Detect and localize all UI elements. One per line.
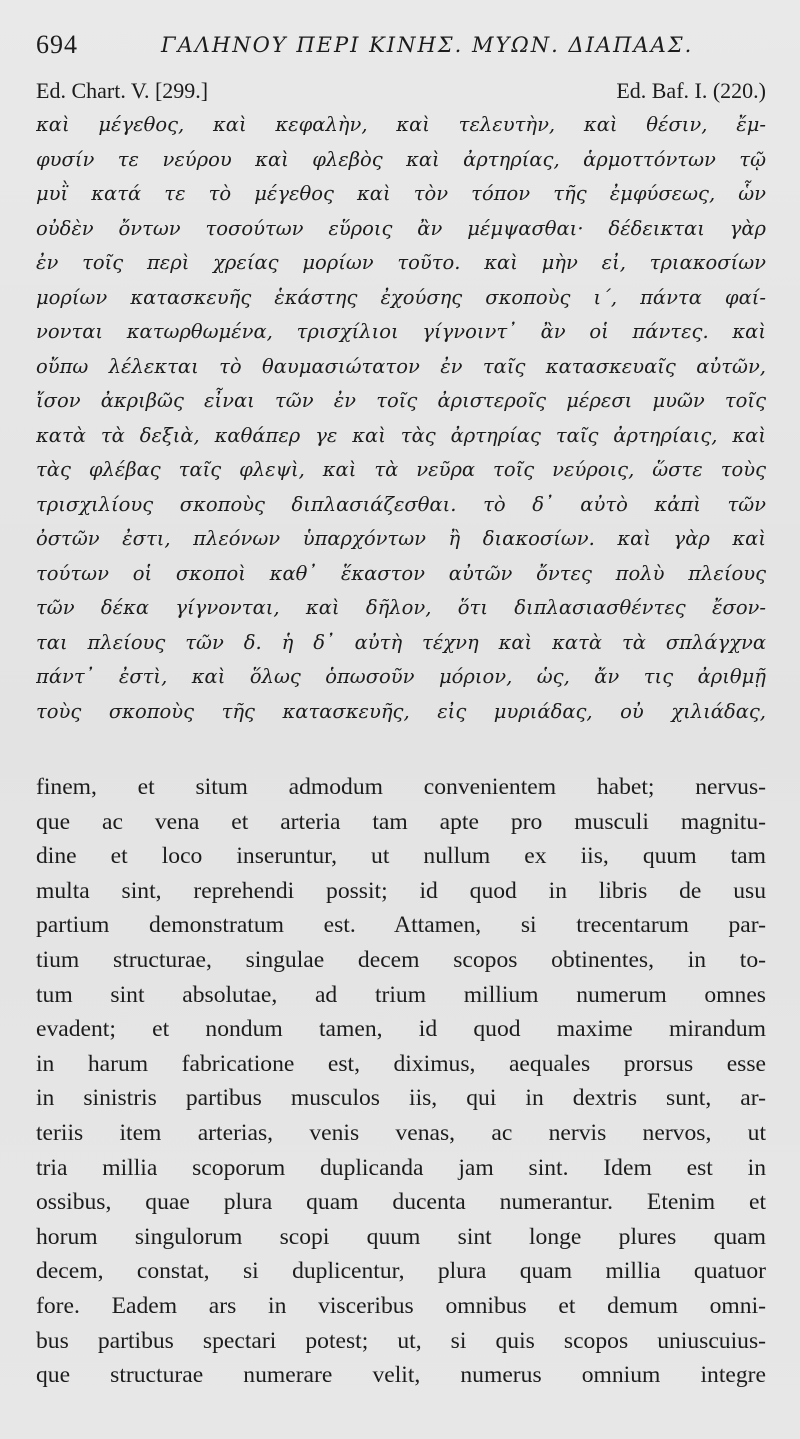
greek-line: οὔπω λέλεκται τὸ θαυμασιώτατον ἐν ταῖς κατασκευαῖς αὐτῶν, [36, 354, 766, 378]
greek-line: οὐδὲν ὄντων τοσούτων εὕροις ἂν μέμψασθαι· δέδεικται γὰρ [36, 216, 766, 240]
latin-line: in harum fabricatione est, diximus, aequales prorsus esse [36, 1050, 766, 1077]
latin-line: multa sint, reprehendi possit; id quod in libris de usu [36, 877, 766, 904]
greek-line: ται πλείους τῶν δ. ἡ δ᾽ αὐτὴ τέχνη καὶ κατὰ τὰ σπλάγχνα [36, 630, 766, 654]
greek-text-block [36, 108, 766, 729]
edition-reference-basel: Ed. Baf. I. (220.) [616, 78, 766, 103]
latin-line: bus partibus spectari potest; ut, si quis scopos uniuscuius- [36, 1327, 766, 1354]
greek-line: μορίων κατασκευῆς ἑκάστης ἐχούσης σκοποὺς ι΄, πάντα φαί- [36, 285, 766, 309]
latin-text-block [36, 770, 766, 1393]
page-header [36, 30, 766, 66]
latin-line: decem, constat, si duplicentur, plura quam millia quatuor [36, 1258, 766, 1285]
greek-line: τῶν δέκα γίγνονται, καὶ δῆλον, ὅτι διπλασιασθέντες ἔσον- [36, 596, 766, 619]
edition-reference-chartier: Ed. Chart. V. [299.] [36, 78, 209, 103]
latin-line: tium structurae, singulae decem scopos obtinentes, in to- [36, 946, 766, 973]
latin-line: que ac vena et arteria tam apte pro musculi magnitu- [36, 808, 766, 835]
latin-line: tum sint absolutae, ad trium millium numerum omnes [36, 981, 766, 1008]
greek-line: νονται κατωρθωμένα, τρισχίλιοι γίγνοιντ᾽ ἂν οἱ πάντες. καὶ [36, 320, 766, 343]
latin-line: horum singulorum scopi quum sint longe plures quam [36, 1223, 766, 1250]
latin-line: partium demonstratum est. Attamen, si trecentarum par- [36, 912, 766, 939]
greek-line: φυσίν τε νεύρου καὶ φλεβὸς καὶ ἀρτηρίας, ἁρμοττόντων τῷ [36, 147, 766, 171]
running-title: ΓΑΛΗΝΟΥ ΠΕΡΙ ΚΙΝΗΣ. ΜΥΩΝ. ΔΙΑΠΑΑΣ. [161, 33, 694, 57]
greek-line: κατὰ τὰ δεξιὰ, καθάπερ γε καὶ τὰς ἀρτηρίας ταῖς ἀρτηρίαις, καὶ [36, 423, 766, 447]
greek-line: τὰς φλέβας ταῖς φλεψὶ, καὶ τὰ νεῦρα τοῖς νεύροις, ὥστε τοὺς [36, 458, 766, 481]
page-number: 694 [36, 30, 78, 59]
greek-line: πάντ᾽ ἐστὶ, καὶ ὅλως ὁπωσοῦν μόριον, ὡς, ἄν τις ἀριθμῇ [36, 665, 766, 688]
latin-line: fore. Eadem ars in visceribus omnibus et demum omni- [36, 1292, 766, 1319]
greek-line: τούτων οἱ σκοποὶ καθ᾽ ἕκαστον αὐτῶν ὄντες πολὺ πλείους [36, 561, 766, 585]
greek-line: καὶ μέγεθος, καὶ κεφαλὴν, καὶ τελευτὴν, καὶ θέσιν, ἔμ- [36, 113, 766, 136]
latin-line: in sinistris partibus musculos iis, qui in dextris sunt, ar- [36, 1085, 766, 1112]
edition-references [36, 78, 766, 106]
latin-line: tria millia scoporum duplicanda jam sint. Idem est in [36, 1154, 766, 1181]
greek-line: μυῒ κατά τε τὸ μέγεθος καὶ τὸν τόπον τῆς ἐμφύσεως, ὧν [36, 182, 766, 205]
greek-line: ἐν τοῖς περὶ χρείας μορίων τοῦτο. καὶ μὴν εἰ, τριακοσίων [36, 251, 766, 274]
latin-line: teriis item arterias, venis venas, ac nervis nervos, ut [36, 1119, 766, 1146]
latin-line: ossibus, quae plura quam ducenta numerantur. Etenim et [36, 1189, 766, 1216]
latin-line: que structurae numerare velit, numerus omnium integre [36, 1362, 766, 1389]
greek-line: ἴσον ἀκριβῶς εἶναι τῶν ἐν τοῖς ἀριστεροῖς μέρεσι μυῶν τοῖς [36, 389, 766, 412]
greek-line: τοὺς σκοποὺς τῆς κατασκευῆς, εἰς μυριάδας, οὐ χιλιάδας, [36, 699, 766, 723]
latin-line: finem, et situm admodum convenientem habet; nervus- [36, 774, 766, 800]
latin-line: evadent; et nondum tamen, id quod maxime mirandum [36, 1016, 766, 1043]
greek-line: ὀστῶν ἐστι, πλεόνων ὑπαρχόντων ἢ διακοσίων. καὶ γὰρ καὶ [36, 527, 766, 550]
latin-line: dine et loco inseruntur, ut nullum ex iis, quum tam [36, 843, 766, 870]
greek-line: τρισχιλίους σκοποὺς διπλασιάζεσθαι. τὸ δ᾽ αὐτὸ κἀπὶ τῶν [36, 492, 766, 516]
